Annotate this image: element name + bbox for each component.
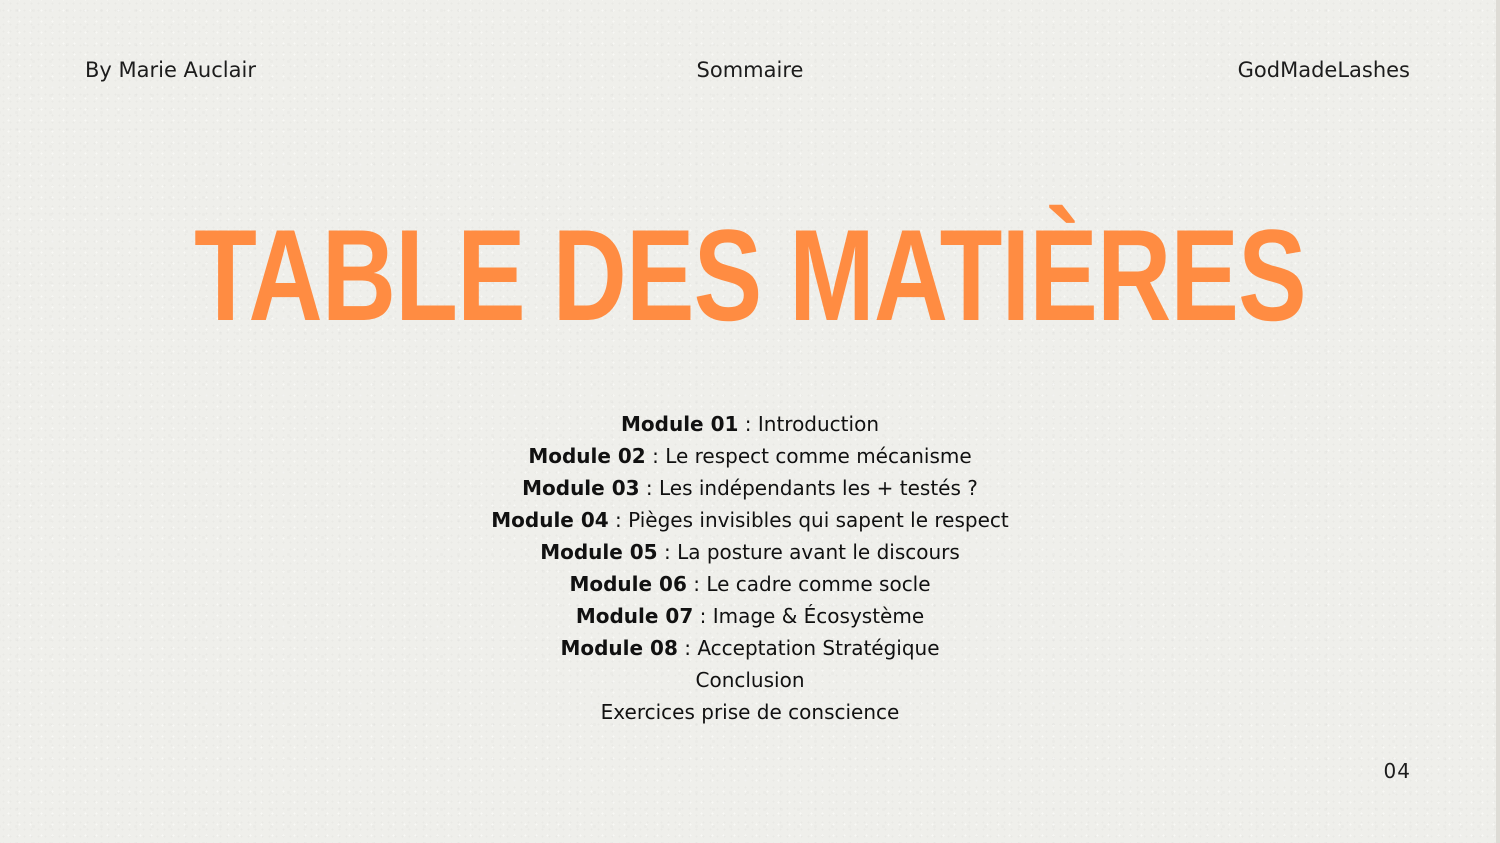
toc-separator: : bbox=[608, 508, 629, 532]
section-label: Sommaire bbox=[696, 58, 804, 82]
toc-module-title: Introduction bbox=[757, 412, 879, 436]
page-title: TABLE DES MATIÈRES bbox=[194, 202, 1306, 348]
toc-module-title: Le respect comme mécanisme bbox=[665, 444, 972, 468]
toc-module-title: Pièges invisibles qui sapent le respect bbox=[628, 508, 1009, 532]
toc-item-module-01 bbox=[0, 408, 1500, 440]
brand-label: GodMadeLashes bbox=[1237, 58, 1410, 82]
toc-item-module-03 bbox=[0, 472, 1500, 504]
table-of-contents bbox=[0, 408, 1500, 728]
toc-module-number: Module 04 bbox=[491, 508, 609, 532]
toc-separator: : bbox=[738, 412, 758, 436]
toc-separator: : bbox=[657, 540, 678, 564]
toc-item-module-06 bbox=[0, 568, 1500, 600]
toc-item-module-05 bbox=[0, 536, 1500, 568]
toc-module-title: La posture avant le discours bbox=[677, 540, 960, 564]
author-label: By Marie Auclair bbox=[85, 58, 256, 82]
toc-module-title: Le cadre comme socle bbox=[706, 572, 931, 596]
toc-item-module-08 bbox=[0, 632, 1500, 664]
toc-module-number: Module 07 bbox=[575, 604, 694, 628]
toc-separator: : bbox=[639, 476, 659, 500]
toc-item-conclusion: Conclusion bbox=[695, 668, 805, 692]
toc-module-number: Module 03 bbox=[522, 476, 640, 500]
toc-separator: : bbox=[677, 636, 698, 660]
toc-module-title: Acceptation Stratégique bbox=[697, 636, 940, 660]
toc-item-module-02 bbox=[0, 440, 1500, 472]
toc-item-module-07 bbox=[0, 600, 1500, 632]
toc-module-number: Module 08 bbox=[560, 636, 678, 660]
toc-module-title: Image & Écosystème bbox=[712, 604, 925, 628]
toc-module-number: Module 06 bbox=[569, 572, 687, 596]
toc-separator: : bbox=[693, 604, 713, 628]
toc-module-title: Les indépendants les + testés ? bbox=[658, 476, 978, 500]
toc-module-number: Module 01 bbox=[621, 412, 739, 436]
toc-module-number: Module 02 bbox=[528, 444, 646, 468]
toc-module-number: Module 05 bbox=[540, 540, 658, 564]
toc-item-exercises: Exercices prise de conscience bbox=[600, 700, 900, 724]
toc-separator: : bbox=[645, 444, 666, 468]
page-number: 04 bbox=[1383, 759, 1411, 783]
toc-separator: : bbox=[686, 572, 707, 596]
toc-item-module-04 bbox=[0, 504, 1500, 536]
